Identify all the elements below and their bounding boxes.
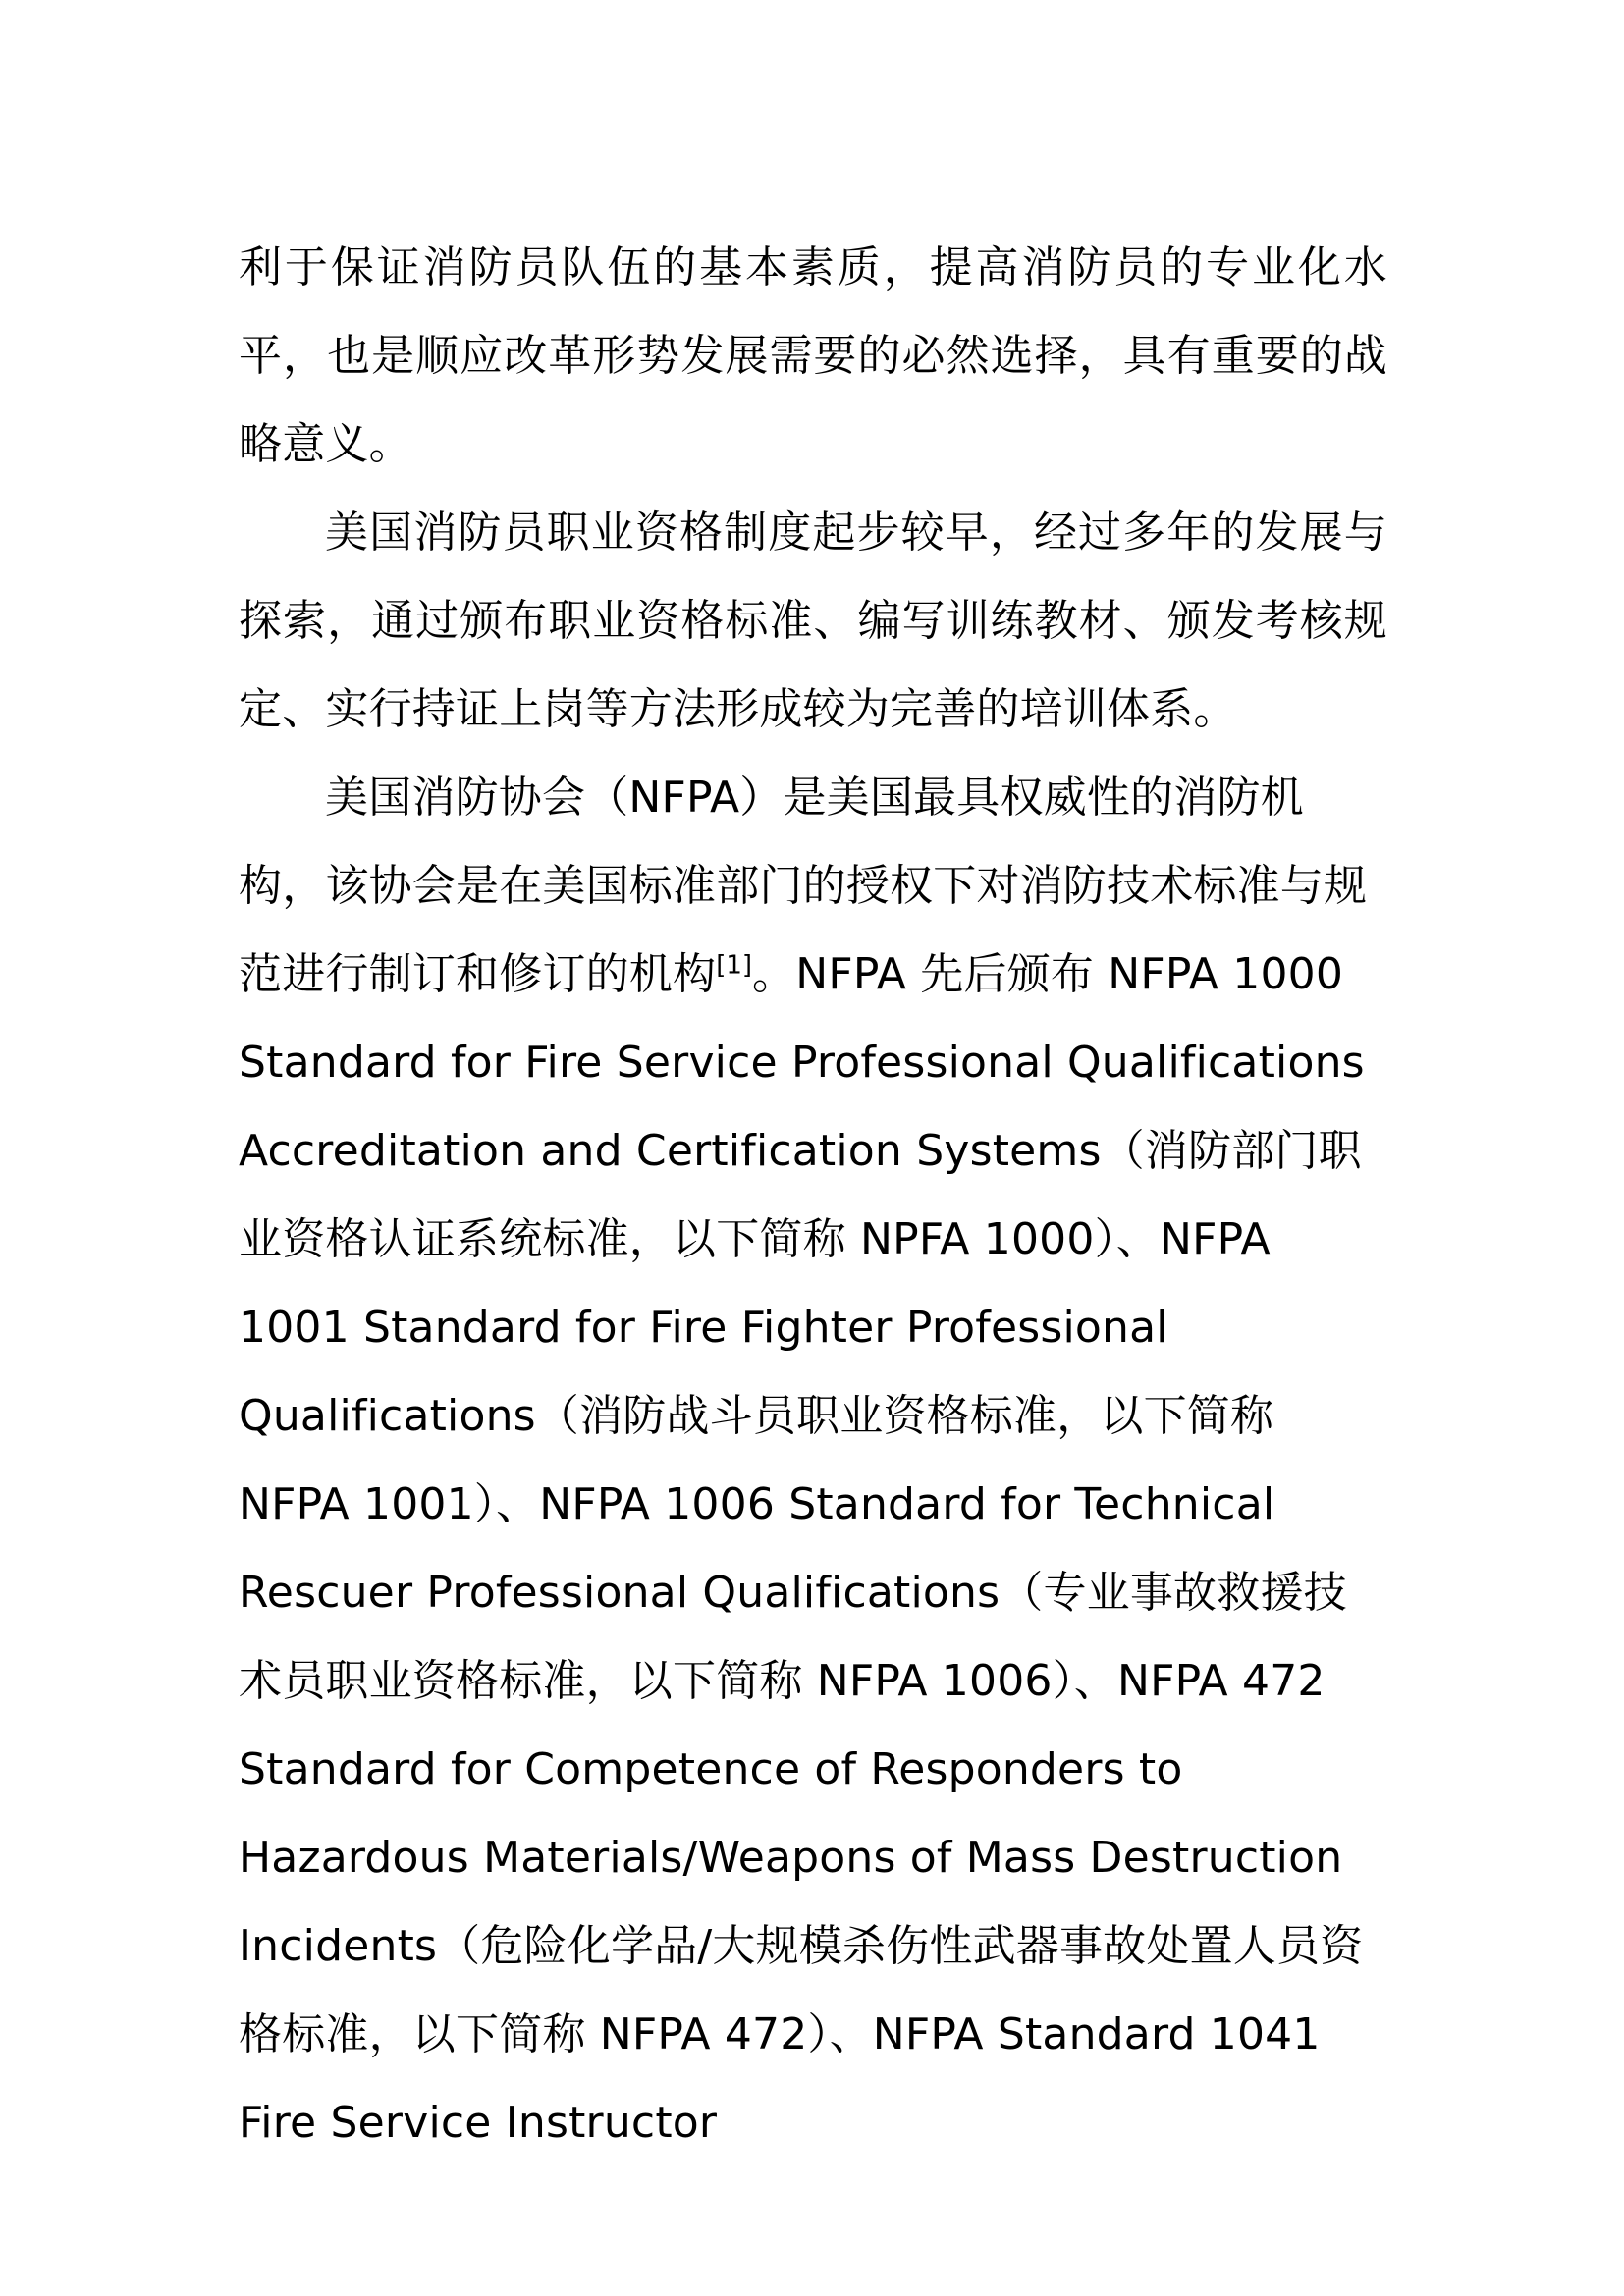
paragraph-3 — [239, 754, 1387, 2167]
paragraph-1: 利于保证消防员队伍的基本素质，提高消防员的专业化水平，也是顺应改革形势发展需要的必然选择，具有重要的战略意义。 — [239, 242, 1387, 469]
paragraph-2: 美国消防员职业资格制度起步较早，经过多年的发展与探索，通过颁布职业资格标准、编写训练教材、颁发考核规定、实行持证上岗等方法形成较为完善的培训体系。 — [239, 507, 1387, 734]
body-text-column — [239, 224, 1387, 2167]
paragraph-3-text-after-reference: 。NFPA 先后颁布 NFPA 1000 Standard for Fire Service Professional Qualifications Accreditation and Certification Systems（消防部门职业资格认证系统标准，以下简称 NPFA 1000）、NFPA 1001 Standard for Fire Fighter Professional Qualifications（消防战斗员职业资格标准，以下简称 NFPA 1001）、NFPA 1006 Standard for Technical Rescuer Professional Qualifications（专业事故救援技术员职业资格标准，以下简称 NFPA 1006）、NFPA 472 Standard for Competence of Responders to Hazardous Materials/Weapons of Mass Destruction Incidents（危险化学品/大规模杀伤性武器事故处置人员资格标准，以下简称 NFPA 472）、NFPA Standard 1041 Fire Service Instructor — [239, 949, 1365, 2148]
citation-reference-marker[interactable]: [1] — [716, 950, 753, 981]
paragraph-3-text-before-reference: 美国消防协会（NFPA）是美国最具权威性的消防机构，该协会是在美国标准部门的授权下对消防技术标准与规范进行制订和修订的机构 — [239, 773, 1368, 999]
